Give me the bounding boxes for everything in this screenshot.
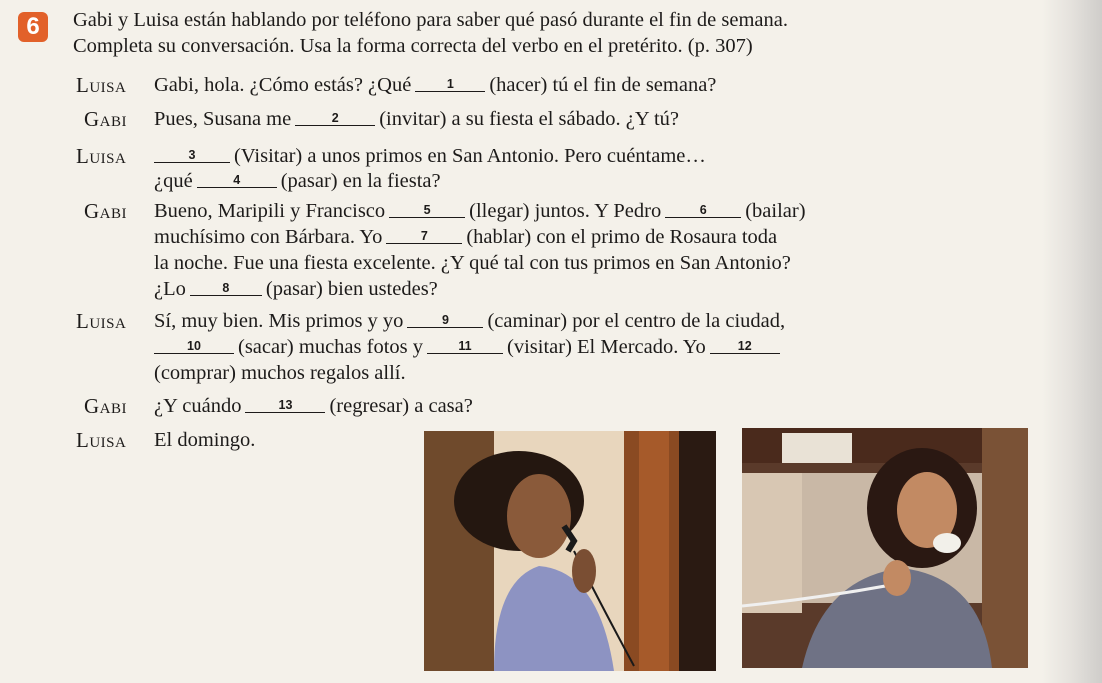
answer-blank-4[interactable]: 4 <box>197 173 277 188</box>
photo-woman-on-phone <box>742 428 1028 668</box>
speaker-gabi: Gabi <box>84 394 127 418</box>
answer-blank-8[interactable]: 8 <box>190 281 262 296</box>
instruction-line-1: Gabi y Luisa están hablando por teléfono para saber qué pasó durante el fin de semana. <box>73 9 788 31</box>
speaker-gabi: Gabi <box>84 199 127 223</box>
photo-woman-illustration <box>742 428 1028 668</box>
speaker-luisa: Luisa <box>76 144 127 168</box>
speaker-luisa: Luisa <box>76 309 127 333</box>
dialogue-line: Gabi, hola. ¿Cómo estás? ¿Qué 1 (hacer) tú el fin de semana? <box>154 74 717 96</box>
photo-girl-on-phone <box>424 431 716 671</box>
exercise-number-badge: 6 <box>18 12 48 42</box>
speaker-gabi: Gabi <box>84 107 127 131</box>
dialogue-line: El domingo. <box>154 429 256 451</box>
dialogue-line: (comprar) muchos regalos allí. <box>154 362 406 384</box>
speaker-luisa: Luisa <box>76 73 127 97</box>
dialogue-line: ¿qué 4 (pasar) en la fiesta? <box>154 170 441 192</box>
dialogue-line: Sí, muy bien. Mis primos y yo 9 (caminar) por el centro de la ciudad, <box>154 310 786 332</box>
dialogue-line: 3 (Visitar) a unos primos en San Antonio. Pero cuéntame… <box>154 144 706 168</box>
answer-blank-7[interactable]: 7 <box>386 229 462 244</box>
answer-blank-10[interactable]: 10 <box>154 339 234 354</box>
speaker-luisa: Luisa <box>76 428 127 452</box>
answer-blank-2[interactable]: 2 <box>295 111 375 126</box>
answer-blank-6[interactable]: 6 <box>665 203 741 218</box>
answer-blank-1[interactable]: 1 <box>415 77 485 92</box>
dialogue-line: ¿Y cuándo 13 (regresar) a casa? <box>154 395 473 417</box>
dialogue-line: la noche. Fue una fiesta excelente. ¿Y qué tal con tus primos en San Antonio? <box>154 252 791 274</box>
dialogue-line: Bueno, Maripili y Francisco 5 (llegar) juntos. Y Pedro 6 (bailar) <box>154 200 806 222</box>
answer-blank-11[interactable]: 11 <box>427 339 503 354</box>
answer-blank-3[interactable]: 3 <box>154 148 230 163</box>
dialogue-line: ¿Lo 8 (pasar) bien ustedes? <box>154 278 438 300</box>
dialogue-line: muchísimo con Bárbara. Yo 7 (hablar) con el primo de Rosaura toda <box>154 226 778 248</box>
answer-blank-5[interactable]: 5 <box>389 203 465 218</box>
page-edge-shadow <box>1042 0 1102 683</box>
dialogue-line: 10 (sacar) muchas fotos y 11 (visitar) El Mercado. Yo 12 <box>154 335 784 359</box>
instruction-line-2: Completa su conversación. Usa la forma correcta del verbo en el pretérito. (p. 307) <box>73 35 753 57</box>
dialogue-line: Pues, Susana me 2 (invitar) a su fiesta el sábado. ¿Y tú? <box>154 108 680 130</box>
answer-blank-12[interactable]: 12 <box>710 339 780 354</box>
photo-girl-illustration <box>424 431 716 671</box>
answer-blank-9[interactable]: 9 <box>407 313 483 328</box>
answer-blank-13[interactable]: 13 <box>245 398 325 413</box>
